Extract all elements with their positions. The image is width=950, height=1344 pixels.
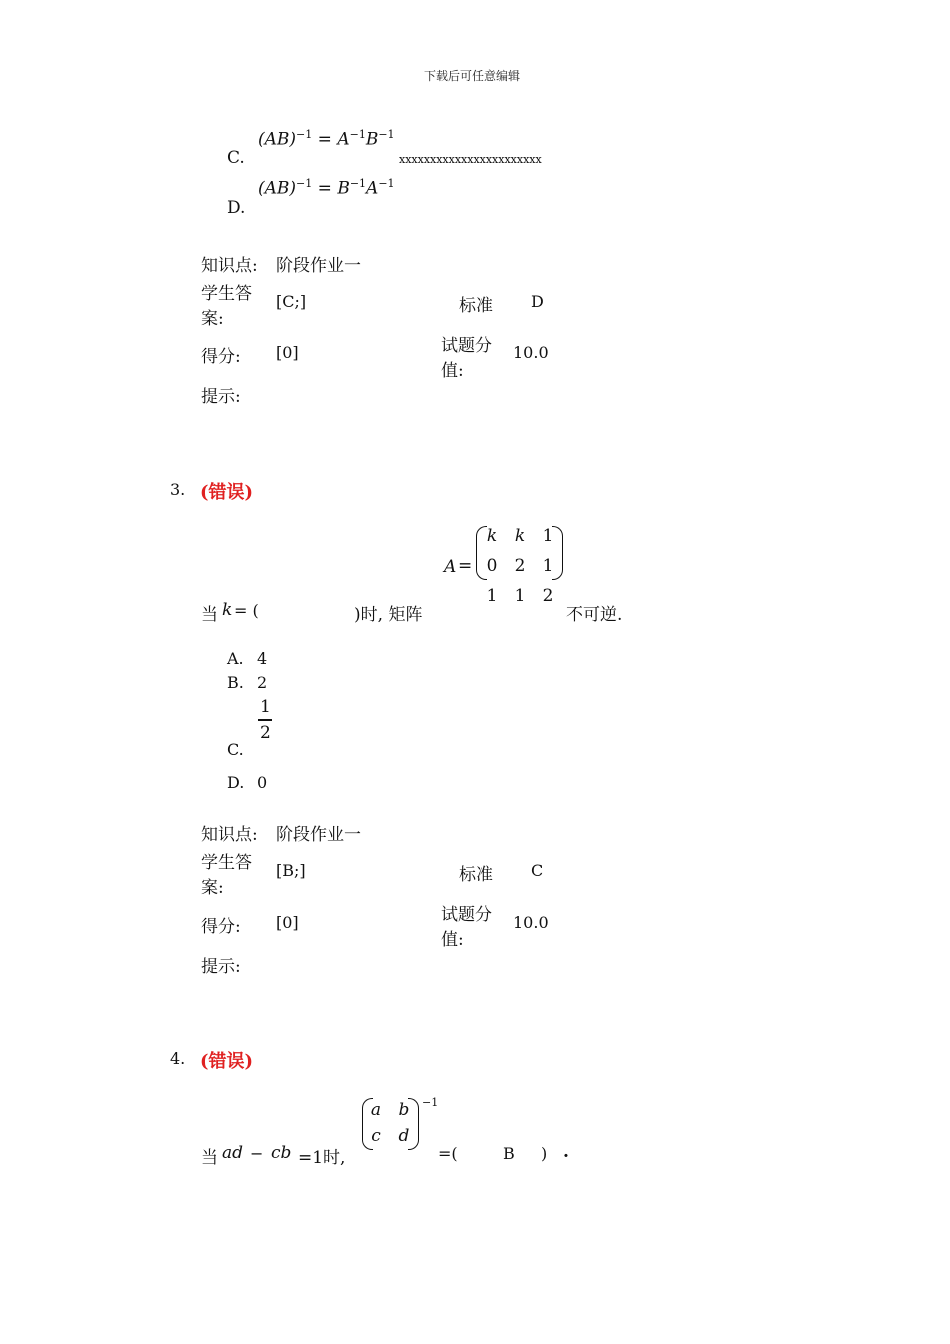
option-value: 4 bbox=[257, 649, 268, 668]
q2-student-answer-label-2: 案: bbox=[201, 309, 224, 329]
matrix-cell: 1 bbox=[486, 586, 498, 606]
option-label: B. bbox=[227, 673, 244, 692]
q4-matrix bbox=[360, 1098, 426, 1154]
formula-exp: −1 bbox=[296, 177, 313, 190]
formula-mid: B bbox=[365, 129, 379, 150]
q3-knowledge-label: 知识点: bbox=[201, 825, 258, 845]
q2-points-value: 10.0 bbox=[513, 343, 549, 362]
formula-rhs: = B bbox=[317, 178, 350, 199]
q2-score-label: 得分: bbox=[201, 347, 241, 367]
q3-matrix-name: A bbox=[444, 557, 457, 577]
matrix-cell: 1 bbox=[514, 586, 526, 606]
q3-student-answer-label-1: 学生答 bbox=[201, 853, 252, 873]
q4-stem-expr-1: ad bbox=[222, 1143, 244, 1163]
formula-lhs: (AB) bbox=[258, 129, 297, 150]
q2-points-label-2: 值: bbox=[441, 361, 464, 381]
formula-mid: A bbox=[366, 178, 379, 199]
option-label: C. bbox=[227, 740, 244, 759]
q4-period: . bbox=[563, 1142, 569, 1162]
q4-number: 4. bbox=[170, 1049, 186, 1068]
q3-matrix bbox=[474, 526, 566, 606]
q2-option-c-formula bbox=[258, 128, 395, 150]
q3-score-value: [0] bbox=[276, 913, 299, 932]
matrix-cell: d bbox=[398, 1126, 410, 1146]
q2-points-label-1: 试题分 bbox=[441, 336, 492, 356]
q4-stem-expr-2: cb bbox=[271, 1143, 292, 1163]
q3-knowledge-value: 阶段作业一 bbox=[276, 825, 361, 845]
q3-standard-label: 标准 bbox=[459, 865, 493, 885]
formula-rhs: = A bbox=[317, 129, 350, 150]
matrix-cell: 1 bbox=[542, 526, 554, 546]
fraction-numerator: 1 bbox=[260, 697, 271, 717]
q3-points-label-1: 试题分 bbox=[441, 905, 492, 925]
q3-number: 3. bbox=[170, 480, 186, 499]
formula-exp: −1 bbox=[296, 128, 313, 141]
q4-answer-close: ) bbox=[541, 1144, 548, 1163]
formula-exp: −1 bbox=[378, 177, 395, 190]
matrix-cell: 2 bbox=[542, 586, 554, 606]
q4-matrix-exp: −1 bbox=[422, 1096, 439, 1109]
q3-points-value: 10.0 bbox=[513, 913, 549, 932]
page-header: 下载后可任意编辑 bbox=[424, 69, 521, 83]
q3-student-answer-label-2: 案: bbox=[201, 878, 224, 898]
q3-matrix-eq: = bbox=[458, 556, 473, 576]
q2-option-d-formula bbox=[258, 177, 395, 199]
formula-exp: −1 bbox=[378, 128, 395, 141]
q2-note: xxxxxxxxxxxxxxxxxxxxxxx bbox=[399, 153, 542, 166]
q3-points-label-2: 值: bbox=[441, 930, 464, 950]
q3-stem-post: )时, 矩阵 bbox=[354, 605, 423, 625]
matrix-cell: k bbox=[514, 526, 526, 546]
q2-student-answer-label-1: 学生答 bbox=[201, 284, 252, 304]
formula-exp: −1 bbox=[349, 177, 367, 190]
q3-hint-label: 提示: bbox=[201, 957, 241, 977]
matrix-cell: a bbox=[370, 1100, 382, 1120]
q3-score-label: 得分: bbox=[201, 917, 241, 937]
option-label: A. bbox=[227, 649, 244, 668]
formula-lhs: (AB) bbox=[258, 178, 297, 199]
option-value: 2 bbox=[257, 673, 268, 692]
q3-student-answer-value: [B;] bbox=[276, 861, 306, 880]
q4-stem-minus: − bbox=[250, 1144, 264, 1163]
q3-stem-pre: 当 bbox=[201, 605, 218, 625]
q2-standard-value: D bbox=[531, 292, 544, 311]
formula-exp: −1 bbox=[349, 128, 366, 141]
matrix-cell: b bbox=[398, 1100, 410, 1120]
q2-hint-label: 提示: bbox=[201, 387, 241, 407]
matrix-cell: 1 bbox=[542, 556, 554, 576]
matrix-cell: k bbox=[486, 526, 498, 546]
q4-stem-eq: =1时, bbox=[298, 1148, 346, 1168]
option-value: 0 bbox=[257, 773, 268, 792]
matrix-cell: c bbox=[371, 1126, 381, 1146]
q2-option-c-label: C. bbox=[227, 148, 245, 168]
q2-score-value: [0] bbox=[276, 343, 299, 362]
q2-option-d-label: D. bbox=[227, 198, 246, 218]
q3-stem-eq: = ( bbox=[234, 601, 259, 620]
q3-stem-var: k bbox=[222, 600, 233, 620]
q4-status-badge: (错误) bbox=[200, 1051, 254, 1072]
q2-knowledge-label: 知识点: bbox=[201, 256, 258, 276]
q3-status-badge: (错误) bbox=[200, 482, 254, 503]
matrix-cell: 0 bbox=[486, 556, 498, 576]
q2-standard-label: 标准 bbox=[459, 296, 493, 316]
q2-knowledge-value: 阶段作业一 bbox=[276, 256, 361, 276]
q4-answer-value: B bbox=[503, 1144, 515, 1163]
fraction-denominator: 2 bbox=[260, 723, 271, 743]
q4-stem-pre: 当 bbox=[201, 1148, 218, 1168]
q3-standard-value: C bbox=[531, 861, 544, 880]
q2-student-answer-value: [C;] bbox=[276, 292, 307, 311]
fraction-bar bbox=[258, 719, 272, 721]
q4-answer-open: =( bbox=[438, 1144, 458, 1163]
q3-stem-end: 不可逆. bbox=[566, 605, 623, 625]
option-label: D. bbox=[227, 773, 245, 792]
matrix-cell: 2 bbox=[514, 556, 526, 576]
